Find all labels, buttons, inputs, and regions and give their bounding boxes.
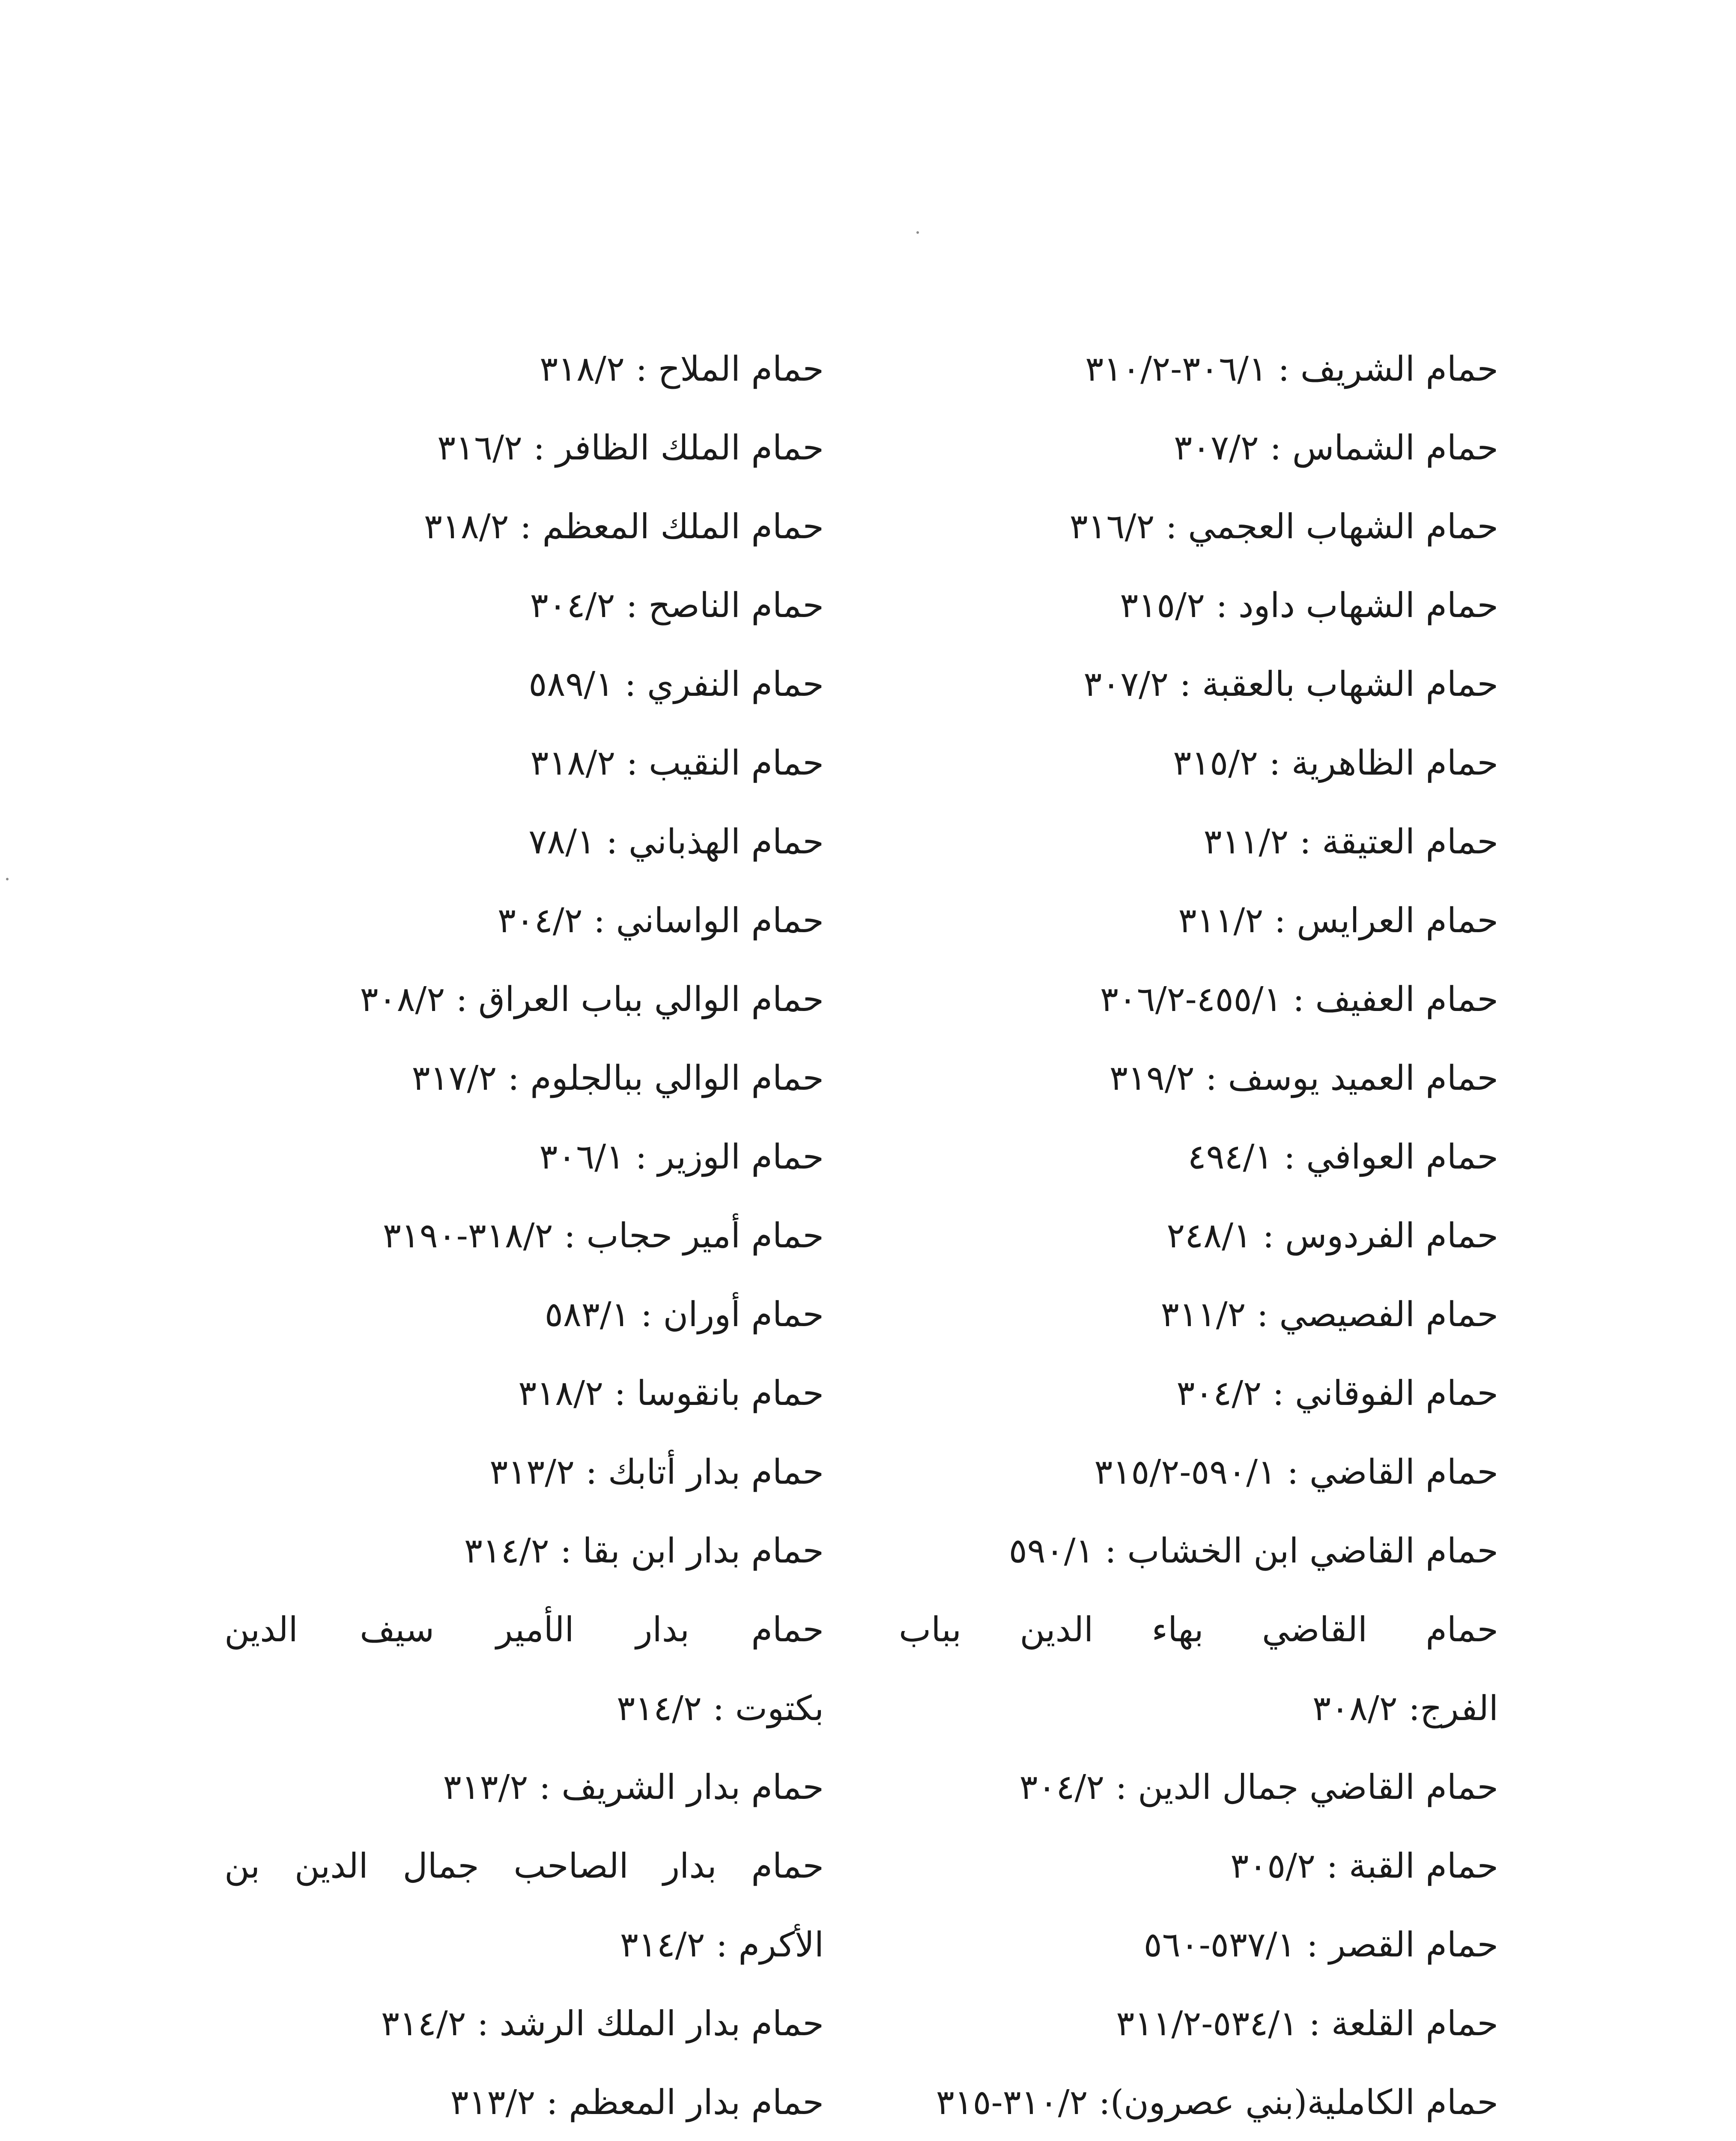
index-entry: حمام القاضي : ٥٩٠/١-٣١٥/٢ [1094,1452,1498,1492]
index-entry: حمام الشهاب العجمي : ٣١٦/٢ [1069,507,1498,546]
index-column-right [899,330,1498,2141]
index-entry: حمام بدار أتابك : ٣١٣/٢ [489,1452,824,1492]
index-entry-first-line: حمام بدار الأمير سيف الدين [224,1610,824,1649]
index-entry: حمام الشهاب داود : ٣١٥/٢ [1120,585,1498,625]
index-entry-first-line: حمام القاضي بهاء الدين بباب [899,1610,1498,1649]
scan-speck [6,878,9,880]
index-entry: حمام الملاح : ٣١٨/٢ [540,349,824,389]
index-entry: حمام الهذباني : ٧٨/١ [528,822,824,862]
index-entry: حمام العميد يوسف : ٣١٩/٢ [1109,1058,1498,1098]
index-entry: حمام العوافي : ٤٩٤/١ [1187,1137,1498,1177]
index-entry: حمام الناصح : ٣٠٤/٢ [530,585,824,625]
index-entry: حمام أوران : ٥٨٣/١ [544,1294,824,1334]
index-entry: حمام الشماس : ٣٠٧/٢ [1174,428,1498,468]
index-entry: حمام النفري : ٥٨٩/١ [528,664,824,704]
index-entry: حمام العرايس : ٣١١/٢ [1178,901,1498,940]
index-entry-continuation: الأكرم : ٣١٤/٢ [620,1925,824,1965]
index-entry: حمام العفيف : ٤٥٥/١-٣٠٦/٢ [1100,979,1498,1019]
index-entry: حمام أمير حجاب : ٣١٨/٢-٣١٩٠ [382,1216,824,1255]
scan-speck [916,231,919,234]
index-entry: حمام الوالي ببالجلوم : ٣١٧/٢ [412,1058,824,1098]
index-entry: حمام القبة : ٣٠٥/٢ [1230,1846,1498,1886]
index-entry: حمام الظاهرية : ٣١٥/٢ [1173,743,1498,783]
index-entry: حمام الوزير : ٣٠٦/١ [539,1137,824,1177]
index-entry: حمام الفصيصي : ٣١١/٢ [1160,1294,1498,1334]
index-entry-continuation: بكتوت : ٣١٤/٢ [617,1688,824,1728]
index-entry-first-line: حمام بدار الصاحب جمال الدين بن [224,1846,824,1886]
index-entry: حمام العتيقة : ٣١١/٢ [1203,822,1498,862]
index-column-left [224,330,824,2141]
index-entry: حمام الشهاب بالعقبة : ٣٠٧/٢ [1083,664,1498,704]
index-entry: حمام القلعة : ٥٣٤/١-٣١١/٢ [1116,2004,1498,2043]
index-entry: حمام النقيب : ٣١٨/٢ [530,743,824,783]
index-entry: حمام بانقوسا : ٣١٨/٢ [518,1373,824,1413]
index-entry: حمام الفوقاني : ٣٠٤/٢ [1176,1373,1498,1413]
index-entry: حمام الوالي بباب العراق : ٣٠٨/٢ [360,979,824,1019]
index-entry: حمام الواساني : ٣٠٤/٢ [497,901,824,940]
index-entry: حمام الشريف : ٣٠٦/١-٣١٠/٢ [1085,349,1498,389]
index-entry: حمام بدار المعظم : ٣١٣/٢ [450,2082,824,2122]
index-entry: حمام القاضي ابن الخشاب : ٥٩٠/١ [1008,1531,1498,1571]
index-entry: حمام بدار الملك الرشد : ٣١٤/٢ [381,2004,824,2043]
index-entry: حمام بدار الشريف : ٣١٣/٢ [443,1767,824,1807]
index-entry: حمام الملك الظافر : ٣١٦/٢ [437,428,824,468]
index-entry-continuation: الفرج: ٣٠٨/٢ [1312,1688,1498,1728]
index-entry: حمام القاضي جمال الدين : ٣٠٤/٢ [1019,1767,1498,1807]
index-entry: حمام الكاملية(بني عصرون): ٣١٠/٢-٣١٥ [936,2082,1498,2122]
index-entry: حمام القصر : ٥٣٧/١-٥٦٠ [1143,1925,1498,1965]
index-entry: حمام الفردوس : ٢٤٨/١ [1166,1216,1498,1255]
index-entry: حمام الملك المعظم : ٣١٨/٢ [424,507,824,546]
index-entry: حمام بدار ابن بقا : ٣١٤/٢ [464,1531,824,1571]
